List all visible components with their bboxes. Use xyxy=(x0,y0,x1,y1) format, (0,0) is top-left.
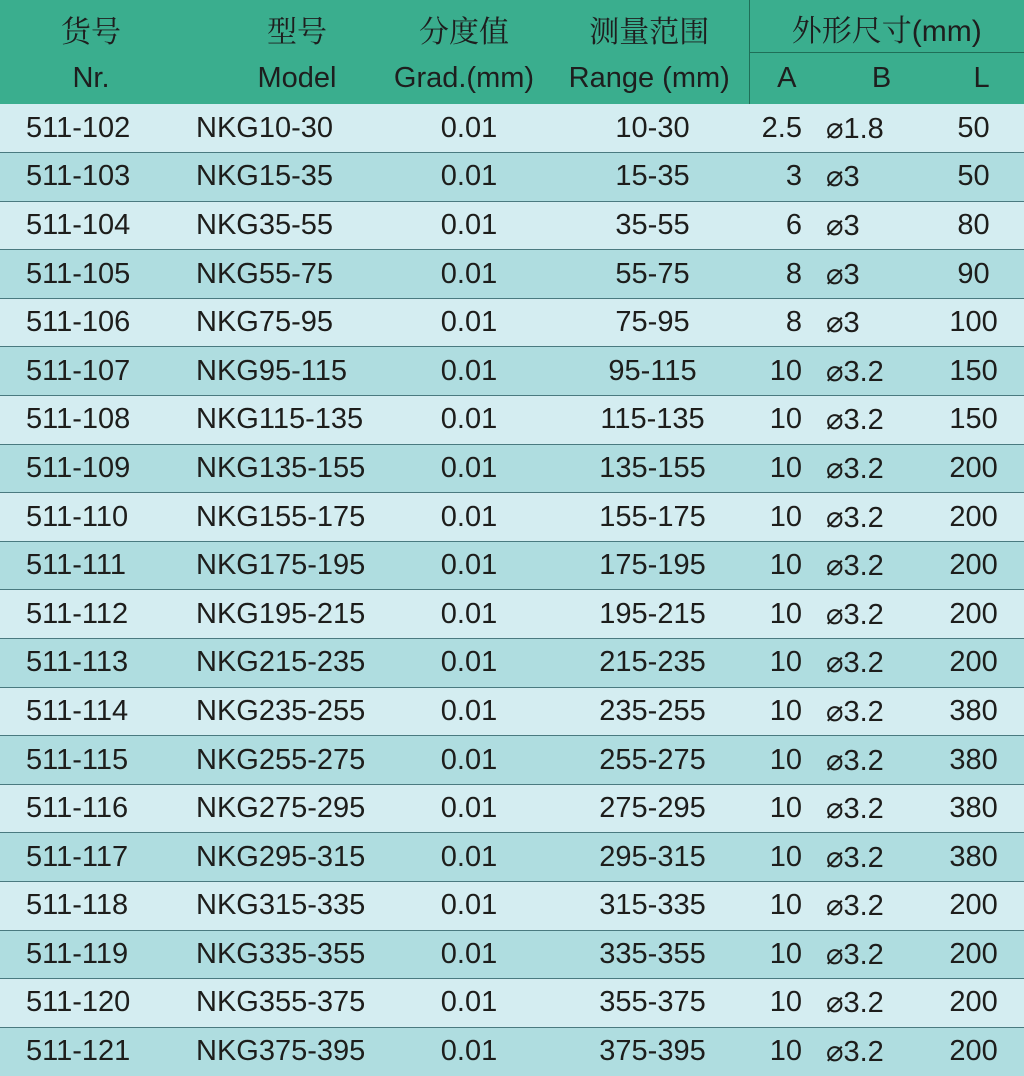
cell-model: NKG295-315 xyxy=(182,833,382,882)
cell-grad: 0.01 xyxy=(382,687,546,736)
cell-range: 75-95 xyxy=(546,298,749,347)
cell-dim-a: 10 xyxy=(749,736,824,785)
cell-range: 155-175 xyxy=(546,493,749,542)
cell-dim-l: 150 xyxy=(939,396,1024,445)
cell-grad: 0.01 xyxy=(382,153,546,202)
table-row xyxy=(0,639,1024,688)
cell-dim-b: ⌀3 xyxy=(824,298,939,347)
cell-dim-a: 10 xyxy=(749,930,824,979)
cell-grad: 0.01 xyxy=(382,493,546,542)
cell-nr: 511-104 xyxy=(0,201,182,250)
cell-nr: 511-118 xyxy=(0,882,182,931)
cell-dim-a: 10 xyxy=(749,444,824,493)
cell-dim-l: 200 xyxy=(939,930,1024,979)
table-row xyxy=(0,396,1024,445)
cell-range: 375-395 xyxy=(546,1027,749,1076)
cell-dim-b: ⌀3 xyxy=(824,201,939,250)
table-row xyxy=(0,153,1024,202)
cell-dim-a: 10 xyxy=(749,882,824,931)
cell-grad: 0.01 xyxy=(382,298,546,347)
cell-grad: 0.01 xyxy=(382,444,546,493)
cell-dim-b: ⌀3.2 xyxy=(824,590,939,639)
cell-dim-b: ⌀3.2 xyxy=(824,396,939,445)
cell-range: 295-315 xyxy=(546,833,749,882)
table-row xyxy=(0,784,1024,833)
cell-nr: 511-121 xyxy=(0,1027,182,1076)
cell-grad: 0.01 xyxy=(382,639,546,688)
cell-grad: 0.01 xyxy=(382,736,546,785)
cell-dim-l: 200 xyxy=(939,493,1024,542)
cell-dim-l: 200 xyxy=(939,979,1024,1028)
cell-model: NKG255-275 xyxy=(182,736,382,785)
cell-dim-a: 10 xyxy=(749,639,824,688)
cell-model: NKG75-95 xyxy=(182,298,382,347)
cell-range: 355-375 xyxy=(546,979,749,1028)
cell-model: NKG95-115 xyxy=(182,347,382,396)
cell-grad: 0.01 xyxy=(382,250,546,299)
table-row xyxy=(0,298,1024,347)
header-model-en: Model xyxy=(182,53,382,105)
header-nr-en: Nr. xyxy=(0,53,182,105)
cell-dim-l: 380 xyxy=(939,687,1024,736)
cell-nr: 511-111 xyxy=(0,541,182,590)
cell-nr: 511-114 xyxy=(0,687,182,736)
cell-dim-a: 10 xyxy=(749,784,824,833)
cell-dim-a: 10 xyxy=(749,1027,824,1076)
table-row xyxy=(0,687,1024,736)
table-row xyxy=(0,444,1024,493)
cell-dim-a: 2.5 xyxy=(749,104,824,153)
cell-range: 195-215 xyxy=(546,590,749,639)
header-nr-cn: 货号 xyxy=(0,0,182,53)
cell-nr: 511-115 xyxy=(0,736,182,785)
cell-model: NKG135-155 xyxy=(182,444,382,493)
cell-nr: 511-117 xyxy=(0,833,182,882)
cell-model: NKG375-395 xyxy=(182,1027,382,1076)
cell-dim-b: ⌀3.2 xyxy=(824,444,939,493)
table-row xyxy=(0,104,1024,153)
cell-nr: 511-106 xyxy=(0,298,182,347)
cell-dim-l: 380 xyxy=(939,736,1024,785)
cell-model: NKG155-175 xyxy=(182,493,382,542)
cell-grad: 0.01 xyxy=(382,979,546,1028)
cell-dim-a: 10 xyxy=(749,493,824,542)
cell-dim-b: ⌀3.2 xyxy=(824,493,939,542)
cell-dim-l: 90 xyxy=(939,250,1024,299)
cell-model: NKG355-375 xyxy=(182,979,382,1028)
cell-dim-l: 380 xyxy=(939,784,1024,833)
cell-dim-b: ⌀3 xyxy=(824,153,939,202)
cell-dim-b: ⌀3.2 xyxy=(824,1027,939,1076)
cell-dim-l: 50 xyxy=(939,153,1024,202)
cell-grad: 0.01 xyxy=(382,104,546,153)
cell-nr: 511-110 xyxy=(0,493,182,542)
table-row xyxy=(0,736,1024,785)
cell-dim-a: 8 xyxy=(749,250,824,299)
cell-model: NKG115-135 xyxy=(182,396,382,445)
cell-dim-b: ⌀3.2 xyxy=(824,930,939,979)
header-dim-b: B xyxy=(824,53,939,105)
cell-dim-a: 6 xyxy=(749,201,824,250)
cell-dim-b: ⌀3.2 xyxy=(824,347,939,396)
cell-dim-b: ⌀3.2 xyxy=(824,541,939,590)
cell-nr: 511-109 xyxy=(0,444,182,493)
cell-range: 135-155 xyxy=(546,444,749,493)
header-model-cn: 型号 xyxy=(182,0,382,53)
cell-dim-a: 10 xyxy=(749,590,824,639)
cell-nr: 511-105 xyxy=(0,250,182,299)
table-row xyxy=(0,1027,1024,1076)
cell-nr: 511-113 xyxy=(0,639,182,688)
cell-model: NKG15-35 xyxy=(182,153,382,202)
cell-dim-a: 3 xyxy=(749,153,824,202)
header-dims-cn: 外形尺寸(mm) xyxy=(749,0,1024,53)
table-row xyxy=(0,541,1024,590)
header-dim-l: L xyxy=(939,53,1024,105)
cell-dim-b: ⌀3.2 xyxy=(824,833,939,882)
table-row xyxy=(0,250,1024,299)
cell-dim-l: 80 xyxy=(939,201,1024,250)
cell-model: NKG315-335 xyxy=(182,882,382,931)
header-dim-a: A xyxy=(749,53,824,105)
cell-model: NKG35-55 xyxy=(182,201,382,250)
cell-dim-l: 200 xyxy=(939,1027,1024,1076)
table-row xyxy=(0,493,1024,542)
cell-dim-l: 150 xyxy=(939,347,1024,396)
cell-dim-l: 200 xyxy=(939,882,1024,931)
cell-grad: 0.01 xyxy=(382,347,546,396)
cell-dim-l: 50 xyxy=(939,104,1024,153)
cell-nr: 511-119 xyxy=(0,930,182,979)
table-row xyxy=(0,590,1024,639)
cell-dim-l: 200 xyxy=(939,639,1024,688)
table-row xyxy=(0,833,1024,882)
cell-range: 215-235 xyxy=(546,639,749,688)
table-row xyxy=(0,201,1024,250)
cell-range: 315-335 xyxy=(546,882,749,931)
table-row xyxy=(0,882,1024,931)
cell-grad: 0.01 xyxy=(382,1027,546,1076)
cell-range: 255-275 xyxy=(546,736,749,785)
cell-model: NKG55-75 xyxy=(182,250,382,299)
cell-dim-a: 10 xyxy=(749,979,824,1028)
cell-grad: 0.01 xyxy=(382,201,546,250)
table-row xyxy=(0,930,1024,979)
cell-dim-b: ⌀1.8 xyxy=(824,104,939,153)
table-header xyxy=(0,0,1024,104)
header-range-en: Range (mm) xyxy=(546,53,749,105)
cell-dim-a: 10 xyxy=(749,687,824,736)
cell-grad: 0.01 xyxy=(382,930,546,979)
cell-range: 275-295 xyxy=(546,784,749,833)
cell-dim-a: 10 xyxy=(749,833,824,882)
cell-model: NKG215-235 xyxy=(182,639,382,688)
cell-grad: 0.01 xyxy=(382,784,546,833)
cell-range: 10-30 xyxy=(546,104,749,153)
cell-dim-b: ⌀3.2 xyxy=(824,736,939,785)
cell-grad: 0.01 xyxy=(382,882,546,931)
header-grad-cn: 分度值 xyxy=(382,0,546,53)
cell-range: 15-35 xyxy=(546,153,749,202)
table-body xyxy=(0,104,1024,1076)
cell-dim-b: ⌀3.2 xyxy=(824,979,939,1028)
cell-dim-a: 10 xyxy=(749,396,824,445)
cell-nr: 511-107 xyxy=(0,347,182,396)
table-row xyxy=(0,979,1024,1028)
cell-dim-a: 8 xyxy=(749,298,824,347)
cell-dim-l: 200 xyxy=(939,590,1024,639)
cell-dim-b: ⌀3 xyxy=(824,250,939,299)
cell-range: 235-255 xyxy=(546,687,749,736)
cell-range: 95-115 xyxy=(546,347,749,396)
cell-dim-a: 10 xyxy=(749,347,824,396)
cell-range: 55-75 xyxy=(546,250,749,299)
cell-dim-b: ⌀3.2 xyxy=(824,882,939,931)
cell-model: NKG235-255 xyxy=(182,687,382,736)
cell-dim-b: ⌀3.2 xyxy=(824,784,939,833)
cell-model: NKG195-215 xyxy=(182,590,382,639)
cell-dim-a: 10 xyxy=(749,541,824,590)
cell-dim-l: 200 xyxy=(939,541,1024,590)
cell-range: 35-55 xyxy=(546,201,749,250)
cell-grad: 0.01 xyxy=(382,590,546,639)
cell-dim-l: 100 xyxy=(939,298,1024,347)
cell-nr: 511-102 xyxy=(0,104,182,153)
cell-model: NKG10-30 xyxy=(182,104,382,153)
cell-dim-l: 200 xyxy=(939,444,1024,493)
cell-nr: 511-112 xyxy=(0,590,182,639)
cell-nr: 511-108 xyxy=(0,396,182,445)
cell-model: NKG335-355 xyxy=(182,930,382,979)
cell-nr: 511-103 xyxy=(0,153,182,202)
cell-dim-b: ⌀3.2 xyxy=(824,687,939,736)
cell-nr: 511-116 xyxy=(0,784,182,833)
cell-model: NKG275-295 xyxy=(182,784,382,833)
header-grad-en: Grad.(mm) xyxy=(382,53,546,105)
cell-range: 335-355 xyxy=(546,930,749,979)
header-range-cn: 测量范围 xyxy=(546,0,749,53)
cell-grad: 0.01 xyxy=(382,833,546,882)
cell-range: 115-135 xyxy=(546,396,749,445)
cell-grad: 0.01 xyxy=(382,396,546,445)
cell-model: NKG175-195 xyxy=(182,541,382,590)
table-row xyxy=(0,347,1024,396)
cell-dim-b: ⌀3.2 xyxy=(824,639,939,688)
cell-dim-l: 380 xyxy=(939,833,1024,882)
cell-grad: 0.01 xyxy=(382,541,546,590)
cell-range: 175-195 xyxy=(546,541,749,590)
cell-nr: 511-120 xyxy=(0,979,182,1028)
